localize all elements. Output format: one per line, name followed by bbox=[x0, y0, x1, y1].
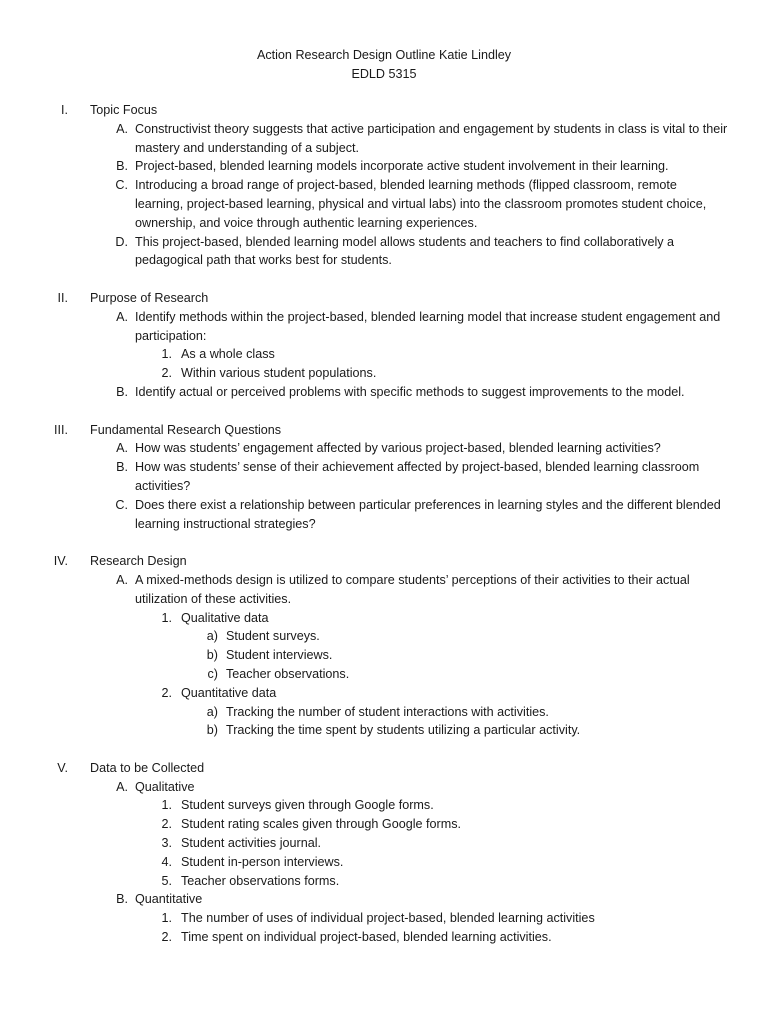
outline bbox=[0, 101, 768, 966]
outline-subsubitem bbox=[0, 665, 768, 684]
outline-subsubitem-text: Tracking the time spent by students utilizing a particular activity. bbox=[226, 723, 581, 738]
outline-item-text: Quantitative bbox=[135, 892, 203, 907]
outline-subsubitem-marker: b) bbox=[206, 723, 218, 738]
outline-item-text: Qualitative bbox=[135, 779, 195, 794]
outline-item bbox=[0, 439, 768, 458]
outline-subitem-text: The number of uses of individual project-based, blended learning activities bbox=[181, 911, 595, 926]
title-line-1: Action Research Design Outline Katie Lindley bbox=[256, 48, 512, 62]
outline-subsubitem-marker: b) bbox=[206, 648, 218, 663]
outline-item-marker: A. bbox=[116, 309, 128, 324]
outline-subitem-text: Qualitative data bbox=[181, 610, 269, 625]
outline-item bbox=[0, 233, 768, 271]
outline-item-text: Constructivist theory suggests that active participation and engagement by students in class is vital to their mastery and understanding of a subject. bbox=[135, 121, 728, 155]
outline-subitem-marker: 2. bbox=[161, 366, 172, 381]
outline-subitem-marker: 3. bbox=[161, 836, 172, 851]
outline-subitem-marker: 4. bbox=[161, 854, 172, 869]
outline-item-marker: B. bbox=[116, 159, 128, 174]
outline-item-text: Project-based, blended learning models incorporate active student involvement in their learning. bbox=[135, 159, 669, 174]
outline-item-text: Identify actual or perceived problems with specific methods to suggest improvements to the model. bbox=[135, 384, 685, 399]
outline-subitem bbox=[0, 609, 768, 628]
section-heading bbox=[0, 421, 768, 440]
outline-subitem-text: Within various student populations. bbox=[181, 366, 377, 381]
outline-subsubitem bbox=[0, 646, 768, 665]
outline-subsubitem bbox=[0, 627, 768, 646]
outline-item bbox=[0, 496, 768, 534]
outline-subitem-marker: 2. bbox=[161, 817, 172, 832]
section-heading-text: Research Design bbox=[90, 554, 187, 569]
outline-subitem-text: Student activities journal. bbox=[181, 836, 322, 851]
outline-item bbox=[0, 383, 768, 402]
outline-subitem-marker: 1. bbox=[161, 798, 172, 813]
section-heading-marker: II. bbox=[57, 290, 68, 305]
title-line-2: EDLD 5315 bbox=[351, 66, 417, 81]
outline-subitem bbox=[0, 853, 768, 872]
outline-item-marker: C. bbox=[115, 178, 128, 193]
outline-item-text: A mixed-methods design is utilized to compare students’ perceptions of their activities to their actual utilization of these activities. bbox=[135, 572, 690, 606]
outline-subitem bbox=[0, 928, 768, 947]
outline-subitem-text: Student rating scales given through Google forms. bbox=[181, 817, 462, 832]
outline-item-marker: A. bbox=[116, 121, 128, 136]
outline-subitem-marker: 1. bbox=[161, 911, 172, 926]
outline-item-text: How was students’ sense of their achievement affected by project-based, blended learning classroom activities? bbox=[135, 460, 700, 493]
outline-item-marker: A. bbox=[116, 441, 128, 456]
outline-subitem-marker: 2. bbox=[161, 685, 172, 700]
outline-subitem bbox=[0, 364, 768, 383]
outline-subsubitem-marker: c) bbox=[207, 666, 218, 681]
section-heading bbox=[0, 289, 768, 308]
outline-subsubitem-text: Teacher observations. bbox=[226, 666, 350, 681]
section-heading bbox=[0, 759, 768, 778]
section-heading-marker: IV. bbox=[53, 554, 68, 569]
outline-section bbox=[0, 289, 768, 402]
outline-subitem bbox=[0, 345, 768, 364]
outline-subitem-text: As a whole class bbox=[181, 347, 275, 362]
outline-subitem-marker: 1. bbox=[161, 347, 172, 362]
section-heading-marker: III. bbox=[54, 422, 68, 437]
outline-item-marker: A. bbox=[116, 779, 128, 794]
outline-subitem-text: Student surveys given through Google forms. bbox=[181, 798, 434, 813]
outline-subitem-text: Time spent on individual project-based, blended learning activities. bbox=[181, 930, 552, 945]
outline-item-marker: B. bbox=[116, 892, 128, 907]
section-heading-text: Topic Focus bbox=[90, 103, 158, 117]
section-heading-text: Purpose of Research bbox=[90, 290, 209, 305]
outline-item bbox=[0, 120, 768, 158]
outline-subsubitem-text: Student interviews. bbox=[226, 648, 333, 663]
outline-subsubitem bbox=[0, 703, 768, 722]
outline-subitem bbox=[0, 796, 768, 815]
outline-item bbox=[0, 176, 768, 232]
outline-subsubitem-marker: a) bbox=[206, 629, 218, 644]
section-heading-text: Data to be Collected bbox=[90, 760, 205, 775]
outline-item bbox=[0, 157, 768, 176]
outline-item-text: How was students’ engagement affected by various project-based, blended learning activities? bbox=[135, 441, 661, 456]
outline-subitem-marker: 1. bbox=[161, 610, 172, 625]
outline-subitem-text: Quantitative data bbox=[181, 685, 277, 700]
outline-subitem-text: Teacher observations forms. bbox=[181, 873, 340, 888]
outline-item-marker: A. bbox=[116, 572, 128, 587]
outline-section bbox=[0, 421, 768, 534]
section-heading bbox=[0, 552, 768, 571]
outline-subsubitem-marker: a) bbox=[206, 704, 218, 719]
outline-section bbox=[0, 101, 768, 270]
outline-subitem-marker: 2. bbox=[161, 930, 172, 945]
outline-section bbox=[0, 552, 768, 740]
outline-subitem bbox=[0, 872, 768, 891]
outline-subitem-marker: 5. bbox=[161, 873, 172, 888]
outline-item-marker: D. bbox=[115, 234, 128, 249]
outline-subsubitem-text: Student surveys. bbox=[226, 629, 320, 644]
outline-item bbox=[0, 308, 768, 346]
outline-item-text: Does there exist a relationship between particular preferences in learning styles and the different blended learning instructional strategies? bbox=[135, 497, 721, 531]
outline-subitem-text: Student in-person interviews. bbox=[181, 854, 344, 869]
document-title bbox=[0, 46, 768, 84]
outline-item-marker: B. bbox=[116, 460, 128, 475]
outline-subitem bbox=[0, 815, 768, 834]
outline-section bbox=[0, 759, 768, 947]
outline-item-marker: B. bbox=[116, 384, 128, 399]
outline-item bbox=[0, 571, 768, 609]
section-heading-marker: I. bbox=[61, 103, 68, 117]
outline-subitem bbox=[0, 909, 768, 928]
section-heading-marker: V. bbox=[57, 760, 68, 775]
outline-subsubitem bbox=[0, 721, 768, 740]
section-heading bbox=[0, 101, 768, 120]
outline-item-text: This project-based, blended learning model allows students and teachers to find collaboratively a pedagogical path that works best for students. bbox=[135, 234, 675, 268]
outline-item-text: Identify methods within the project-based, blended learning model that increase student engagement and participation: bbox=[135, 309, 721, 343]
outline-item bbox=[0, 458, 768, 496]
outline-item-marker: C. bbox=[115, 497, 128, 512]
outline-subitem bbox=[0, 834, 768, 853]
outline-subsubitem-text: Tracking the number of student interactions with activities. bbox=[226, 704, 549, 719]
outline-item bbox=[0, 778, 768, 797]
section-heading-text: Fundamental Research Questions bbox=[90, 422, 282, 437]
outline-subitem bbox=[0, 684, 768, 703]
outline-item bbox=[0, 890, 768, 909]
outline-item-text: Introducing a broad range of project-based, blended learning methods (flipped classroom, remote learning, project-based learning, physical and virtual labs) into the classroom promotes student choice, ownership, and voice through authentic learning experiences. bbox=[135, 178, 707, 230]
